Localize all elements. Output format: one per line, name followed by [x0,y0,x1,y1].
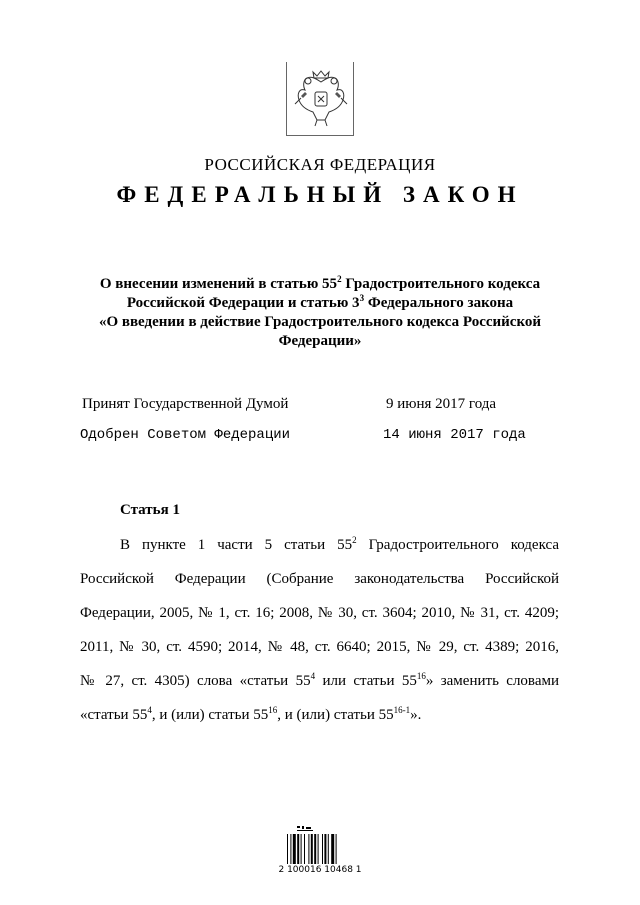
article-1-heading: Статья 1 [120,502,180,518]
title-text: Российской Федерации и статью 3 [126,295,360,311]
body-text: или статьи 55 [315,673,417,689]
council-approval-date: 14 июня 2017 года [383,427,526,443]
body-text: № 27, ст. 4305) слова «статьи 55 [80,673,311,689]
title-text: Градостроительного кодекса [341,276,541,292]
body-superscript: 16-1 [393,705,411,715]
article-1-line-3: Федерации, 2005, № 1, ст. 16; 2008, № 30, ст. 3604; 2010, № 31, ст. 4209; [80,605,559,621]
title-superscript: 2 [337,274,342,284]
double-headed-eagle-icon [291,68,351,130]
law-type-heading: ФЕДЕРАЛЬНЫЙ ЗАКОН [116,182,524,207]
duma-adoption-label: Принят Государственной Думой [82,396,289,412]
body-text: , и (или) статьи 55 [277,707,394,723]
barcode-icon [285,826,355,870]
body-superscript: 2 [352,535,357,545]
body-text: » заменить словами [425,673,559,689]
article-1-line-1 [80,537,559,554]
body-superscript: 4 [147,705,152,715]
body-superscript: 16 [416,671,426,681]
barcode-number: 2 100016 10468 1 [278,865,362,875]
article-1-line-2: Российской Федерации (Собрание законодательства Российской [80,571,559,587]
body-text: ». [410,707,422,723]
country-name: РОССИЙСКАЯ ФЕДЕРАЦИЯ [204,155,436,174]
title-line-3: «О введении в действие Градостроительного кодекса Российской [98,314,542,330]
body-superscript: 16 [268,705,278,715]
title-line-4: Федерации» [278,333,362,349]
law-title [92,275,548,351]
duma-adoption-date: 9 июня 2017 года [386,396,497,412]
article-1-line-6 [80,707,559,724]
body-text: В пункте 1 части 5 статьи 55 [120,537,353,553]
article-1-line-4: 2011, № 30, ст. 4590; 2014, № 48, ст. 6640; 2015, № 29, ст. 4389; 2016, [80,639,559,655]
body-text: «статьи 55 [80,707,148,723]
article-1-line-5 [80,673,559,690]
body-superscript: 4 [310,671,316,681]
title-line-2 [92,294,548,313]
council-approval-label: Одобрен Советом Федерации [80,427,291,443]
title-text: Федерального закона [364,295,514,311]
body-text: Градостроительного кодекса [356,537,559,553]
body-text: , и (или) статьи 55 [151,707,269,723]
title-line-1 [92,275,548,294]
coat-of-arms-emblem [286,62,354,136]
title-text: О внесении изменений в статью 55 [99,276,338,292]
title-superscript: 3 [359,293,365,303]
